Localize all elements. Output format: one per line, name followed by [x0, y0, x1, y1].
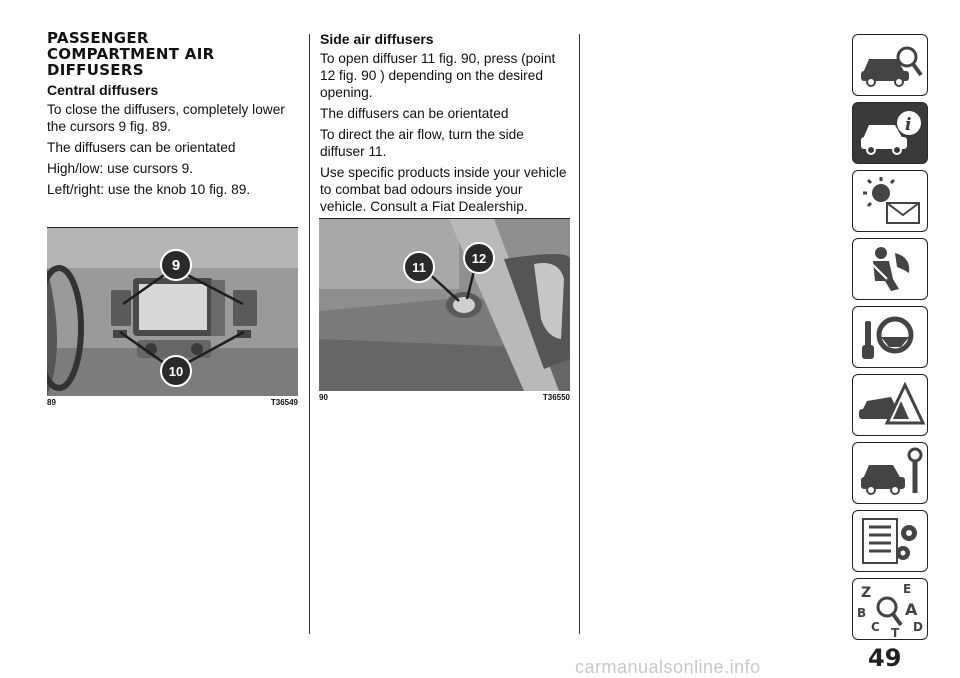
svg-text:C: C — [871, 620, 880, 634]
chapter-tabs — [852, 34, 928, 646]
paragraph: The diffusers can be orientated — [320, 106, 509, 121]
figure-code: T36549 — [270, 398, 298, 407]
tab-technical-data[interactable] — [852, 510, 928, 572]
svg-text:Z: Z — [861, 585, 872, 601]
figure-code: T36550 — [542, 393, 570, 402]
warning-light-message-icon — [853, 171, 927, 231]
specs-gears-icon — [853, 511, 927, 571]
callout-11: 11 — [403, 251, 435, 283]
paragraph: Use specific products inside your vehicle to combat bad odours inside your vehicle. Consult a Fiat Dealership. — [320, 165, 567, 214]
subheading-side-diffusers: Side air diffusers — [320, 31, 434, 47]
key-steering-wheel-icon — [853, 307, 927, 367]
side-diffuser-photo — [319, 219, 570, 391]
paragraph: The diffusers can be orientated — [47, 140, 236, 155]
tab-index[interactable] — [852, 578, 928, 640]
column-divider — [309, 34, 310, 634]
page-number: 49 — [868, 644, 902, 672]
index-magnifier-icon — [853, 579, 927, 639]
right-column — [320, 30, 572, 219]
car-wrench-icon — [853, 443, 927, 503]
paragraph: To close the diffusers, completely lower the cursors 9 fig. 89. — [47, 102, 285, 134]
tab-warning-lights[interactable] — [852, 170, 928, 232]
svg-text:D: D — [913, 620, 923, 634]
watermark: carmanualsonline.info — [575, 657, 761, 677]
figure-89 — [47, 227, 298, 407]
section-title: PASSENGER COMPARTMENT AIR DIFFUSERS — [47, 29, 215, 79]
left-column — [47, 30, 299, 202]
subheading-central-diffusers: Central diffusers — [47, 82, 159, 98]
car-accident-warning-icon — [853, 375, 927, 435]
tab-car-search[interactable] — [852, 34, 928, 96]
svg-text:T: T — [891, 626, 900, 639]
svg-text:A: A — [905, 600, 918, 619]
tab-emergency[interactable] — [852, 374, 928, 436]
airbag-passenger-icon — [853, 239, 927, 299]
car-search-icon — [853, 35, 927, 95]
tab-safety[interactable] — [852, 238, 928, 300]
figure-number: 90 — [319, 393, 328, 402]
svg-text:i: i — [905, 115, 912, 135]
tab-starting-driving[interactable] — [852, 306, 928, 368]
paragraph: To direct the air flow, turn the side diffuser 11. — [320, 127, 524, 159]
callout-10: 10 — [160, 355, 192, 387]
paragraph: High/low: use cursors 9. — [47, 161, 194, 176]
svg-text:B: B — [857, 606, 867, 620]
callout-9: 9 — [160, 249, 192, 281]
paragraph: To open diffuser 11 fig. 90, press (point 12 fig. 90 ) depending on the desired opening. — [320, 51, 556, 100]
car-info-icon — [853, 103, 927, 163]
figure-caption — [47, 398, 298, 407]
figure-caption — [319, 393, 570, 402]
paragraph: Left/right: use the knob 10 fig. 89. — [47, 182, 251, 197]
figure-90 — [319, 218, 570, 402]
callout-12: 12 — [463, 242, 495, 274]
figure-number: 89 — [47, 398, 56, 407]
tab-maintenance[interactable] — [852, 442, 928, 504]
tab-car-info[interactable] — [852, 102, 928, 164]
column-divider — [579, 34, 580, 634]
svg-text:E: E — [903, 582, 912, 596]
